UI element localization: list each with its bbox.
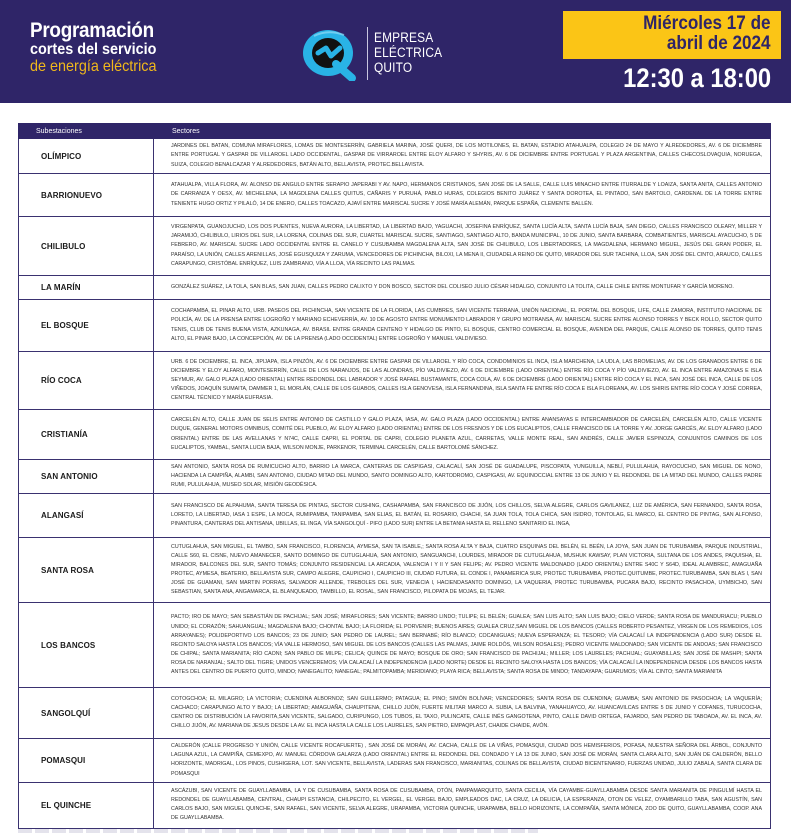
title-subtitle-accent: de energía eléctrica [30,58,157,75]
date-line: Miércoles 17 de [643,13,771,34]
company-name-line: QUITO [374,60,413,75]
affected-sectors: ATAHUALPA, VILLA FLORA, AV. ALONSO DE ANGULO ENTRE SERAPIO JAPERABI Y AV. NAPO, HERMANOS CRISTIANOS, SAN JOSÉ DE LA SALLE, CALLE LUIS MINACHO ENTRE ITURRALDE Y LOAIZA, SANTA ANITA, CALLES ANTONIO DE CARRANZA Y OESX, AV. MICHELENA, LA MAGDLENA CALLES QUITUS, CAÑARIS Y PURUHÁ, PABLO HURAS, COLEGIOS BENITO JUÁREZ Y SANTA DOROTEA, EL PINTADO, SAN BARTOLO, CARDENAL DE LA TORRE ENTRE TENIENTE HUGO ORTIZ Y PILALÓ, 14 DE ENERO, CALLES TOACAZO, AJAVÍ ENTRE MARISCAL SUCRE Y JOSÉ MARÍA ALEMÁN, PARQUE ESPAÑA, CLEMENTE BALLÉN. [154,174,771,217]
substation-name: OLÍMPICO [19,139,154,174]
affected-sectors: CALDERÓN (CALLE PROGRESO Y UNIÓN, CALLE VICENTE ROCAFUERTE) , SAN JOSÉ DE MORÁN, AV. CACHA, CALLE DE LA VIÑAS, POMASQUI, CIUDAD DOS HEMISFERIOS, POFASA, NUESTRA SEÑORA DEL ÁRBOL, CONJUNTO LAGUNA AZUL, LA CAMPIÑA, CEMEXPO, AV. MANUEL CÓRDOVA GALARZA (LADO ORIENTAL) ENTRE EL REDONDEL DEL CONDADO Y LA 13 DE JUNIO, SAN JOSÉ DE MORÁN, SANTA CLARA ALTO, SAN JUÁN DE CALDERÓN, BELLO HORIZONTE, MADRIGAL, LOS PINOS, CUSHIGERA, LOT. SAN VICENTE, BELLAVISTA, LADERAS SAN FRANCISCO, MARIANITAS, COLINAS DE BELLAVISTA, CIUDAD BICENTENARIO, FUERZAS UNIDAD, JULIO ZABALA, SANTA CLARA DE POMASQUI [154,739,771,782]
affected-sectors: SAN ANTONIO, SANTA ROSA DE RUMICUCHO ALTO, BARRIO LA MARCA, CANTERAS DE CASPIGASI, CALACALÍ, SAN JOSÉ DE GUADALUPE, PISCOPATA, YUNGUILLA, NEBLÍ, PULULAHUA, RAYOCUCHO, SAN MIGUEL DE NONO, HACIENDA LA CAMPIÑA, ALAMBI, SAN ANTONIO, CIUDAD MITAD DEL MUNDO, SANTO DOMINGO ALTO, KARTODROMO, CASPIGASI, AV. EQUINOCCIAL ENTRE 13 DE JUNIO Y EL REDONDEL DE LA MITAD DEL MUNDO, CALLES PADRE RUMI, PULULAHUA, MUSEO SOLAR, MISIÓN GEODÉSICA. [154,460,771,494]
table-row [19,300,771,352]
outage-schedule-table [18,123,771,829]
affected-sectors: SAN FRANCISCO DE ALPAHUMA, SANTA TERESA DE PINTAG, SECTOR CUSHING, CASHAPAMBA, SAN FRANCISCO DE JIJÓN, LOS CHILLOS, SELVA ALEGRE, CARLOS GAVILANEZ, LUZ DE AMÉRICA, SAN FERNANDO, SANTA ROSA, LORETO, LA LIBERTAD, IASA 1 ESPE, LA MOCA, RUMIPAMBA, TANIPAMBA, SAN ELIAS, EL BATÁN, EL ROSARIO, CHACHI, SA JUAN TOLA, TOLA CHICA, SAN ISIDRO, TONTOLAG, EL MARCO, EL CENTRO DE PINTAG, SAN ALFONSO, PINANTURA, CANTERAS DEL ANTISANA, UBILLAS, EL INGA, VÍA SANGOLQUÍ - PIFO (LADO SUR) ENTRE LA BETANIA HASTA EL RELLENO SANITARIO EL INGA, [154,494,771,538]
substation-name: SANGOLQUÍ [19,688,154,739]
company-name-line: EMPRESA [374,30,434,45]
table-row [19,460,771,494]
table-row [19,139,771,174]
table-row [19,217,771,276]
substation-name: SAN ANTONIO [19,460,154,494]
affected-sectors: CUTUGLAHUA, SAN MIGUEL, EL TAMBO, SAN FRANCISCO, FLORENCIA, AYMESA, SAN TA ISABLE,; SANTA ROSA ALTA Y BAJA, CUATRO ESQUINAS DEL BELÉN, EL BEÉN, LA JOYA, SAN JUAN DE TURUBAMBA, PARQUE INDUSTRIAL, CALLE S60, EL CISNE, NUEVO AMANECER, SANTO DOMINGO DE CUTUGLAHUA, SAN ANTONIO, SANGUANCHI, LOURDES, MIRADOR DE CUTUGLAHUA, MUSHUK KAWSAY, PLAN VICTORIA, SULTANA DE LOS ANDES, PAQUISHA, EL MIRADOR, BALCONES DEL SUR, SANTO TOMÁS; CONJUNTO RESIDENCIAL LA ARCADIA, VALENCIA I Y II Y SAN FELIPE; AV. PEDRO VICENTE MALDONADO (LADO ORIENTAL) ENTRE S40C Y S64D, IDEAL ALAMBREC, AMAGUAÑA PROTEC, AYMESA, BEATERIO, BELLAVISTA SUR, CAMPO ALEGRE, CAUPICHO I, CAUPICHO III, CIUDAD FUTURA, EL CONDE I, PANAMERICA SUR, PROTEC TURUBAMBA, PROTEC.QUITUMBE, PROTEC.TURUBAMBA, SAN BLAS I, SAN JOSÉ DE GUAMANI, SAN MARTIN PORRAS, SALVADOR ALLENDE, TREBOLES DEL SUR, VENECIA I, HACIENDASANTO DOMINGO, LA VAQUERIA, PROTEC TURUBAMBA, PUCARA BAJO, RECINTO PASACHOA, UYMBICHO, SAN SEBASTIAN, SANTA ANA, ANGAMARCA, EL BLANQUEADO, TAMBILLO, EL ROSAL, SAN FRANCISCO, PILOPATA DE MOJAS, EL TEJAR. [154,538,771,603]
affected-sectors: VIRGENPATA, GUANOJUCHO, LOS DOS PUENTES, NUEVA AURORA, LA LIBERTAD, LA LIBERTAD BAJO, YAGUACHI, JOSEFINA ENRÍQUEZ, SANTA LUCÍA ALTA, SANTA LUCÍA BAJA, SAN DIEGO, CALLES FRANCISCO OLEARY, MILLER Y JARAMIJÓ, CHILIBULO, LIRIOS DEL SUR, LA LORENA, COLINAS DEL SUR, CUARTEL MARISCAL SUCRE, SANTIAGO, SANTIAGO ALTO, BANDA MUNICIPAL, 10 DE JUNIO, SANTA BARBARA, COMBATIENTES, MARISCAL AYACUCHO, 5 DE FEBRERO, AV. MARISCAL SUCRE LADO OCCIDENTAL ENTRE EL CANELO Y CUSUBAMBA MAGDALENA ALTA, SAN JOSÉ DE CHILIBULO, LOS LIBERTADORES, LA MAGDALENA, HERMANO MIGUEL, JESÚS DEL GRAN PODER, EL PARAÍSO, LA UNIÓN, CALLES ARENILLAS, JOSÉ EGUSQUIZA Y ZARUMA, VENCEDORES DE PICHINCHA, BILOXI, LA MENA II, CIUDADELA REINO DE QUITO, MIRADOR DEL SUR TACHINA, LLOA, SAN JOSÉ DEL CINTO, ARAUCO, CALLES CARAPUNGO, CRISTÓBAL ENRÍQUEZ, LUIS ZAMBRANO, VÍA A LLOA, VÍA RECINTO LAS PALMAS. [154,217,771,276]
header-banner [0,0,791,103]
substation-name: RÍO COCA [19,352,154,410]
substation-name: LOS BANCOS [19,603,154,688]
company-name-line: ELÉCTRICA [374,45,443,60]
affected-sectors: COTOGCHOA; EL MILAGRO; LA VICTORIA; CUENDINA ALBORNOZ; SAN GUILLERMO; PATAGUA; EL PINO; SIMÓN BOLÍVAR; VENCEDORES; SANTA ROSA DE CUENDINA; GUAMBA; SAN ANTONIO DE PASOCHOA; LA VAQUERÍA; CACHACO; CARAPUNGO ALTO Y BAJO; LA LIBERTAD; AMAGUAÑA, CHAUPITENA, CHILLO JIJÓN, FUERTE MILITAR MARCO A. SUBIA, LA BALVINA, YANAHUAYCO, AV. HUANCAVILCAS ENTRE 5 DE JUNIO Y COFANES, TURUCOCHA, CENTRO DE DISTRIBUCIÓN LA FAVORITA,SAN VICENTE, SALGADO, CURIPUNGO, LOS TUBOS, EL TAXO, PULINCATE, CALLE INÉS GANGOTENA, PINTO, CALLE DAVID ORTEGA, FAJARDO, SAN PEDRO DE TABOADA, AV. EL INCA, AV. CHILLO JIJÓN, AV. MARIANA DE JESUS DESDE LA AV. EL INCA HASTA LA CALLE LOS LAURELES, SAN PIETRO, EMPAQPLAST, CHAIDE CHAIDE, AVÓN. [154,688,771,739]
company-name [374,30,442,75]
substation-name: BARRIONUEVO [19,174,154,217]
table-row [19,538,771,603]
table-row [19,494,771,538]
substation-name: CHILIBULO [19,217,154,276]
substation-name: CRISTIANÍA [19,410,154,460]
substation-name: ALANGASÍ [19,494,154,538]
table-row [19,688,771,739]
substation-name: POMASQUI [19,739,154,782]
table-header-row [19,124,771,139]
table-row [19,276,771,300]
table-row [19,352,771,410]
column-header-sectors: Sectores [154,124,771,139]
affected-sectors: PACTO; IRO DE MAYO; SAN SEBASTIÁN DE PACHIJAL; SAN JOSÉ; MIRAFLORES; SAN VICENTE; BARRIO LINDO; TULIPE; EL BELÉN; GUALEA; SAN LUIS ALTO; SAN LUIS BAJO; CIELO VERDE; SANTA ROSA DE MANDURIACU; PUEBLO UNIDO; EL CORAZÓN; SAHUANGUAL; MAGDALENA BAJO; CHONTAL BAJO; LA FLORIDA; EL PORVENIR; BUENOS AIRES; GUALEA CRUZ,SAN MIGUEL DE LOS BANCOS (CALLES ROBERTO PESANTEZ, VIRGEN DE LOS REMEDIOS, LOS ARRAYANES); POLIDEPORTIVO LOS BANCOS; 23 DE JUNIO; SAN PEDRO DE LAUREL; SAN BERNABÉ; RÍO BLANCO; COCANIGUAS; NUEVA ESPERANZA; EL TESORO; VÍA CALACALÍ LA INDEPENDENCIA (LADO SUR) DESDE EL RECINTO SALOYA HASTA LOS BANCOS; VÍA VALLE HERMOSO, SAN MIGUEL DE LOS BANCOS (CALLES LAS PALMAS, JAIME ROLDÓS, WILSON ROSALES); PEDRO VICENTE MALDONADO; SAN VICENTE DE ANDOAS; SAN FRANCISCO DE CHIPAL; SANTA MARIANITA; RÍO CAONI; SAN PABLO DE MILPE; CELICA; QUINCE DE MAYO; BOSQUE DE ORO; SAN FRANCISCO DE PACHIJAL; MILLER; LOS LAURELES; PACHIJAL; GUAYABILLAS; SAN JOSÉ DE MASHPI; SANTA ROSA DE NARANJAL; SALTO DEL TIGRE; UNIDOS VENCEREMOS; VÍA CALACALÍ LA INDEPENDENCIA (LADO NORTE) DESDE EL RECINTO SALOYA HASTA LOS BANCOS; VÍA CALACALÍ LA INDEPENDENCIA DESDE LOS BANCOS HASTA ANTES DEL CENTRO DE PUERTO QUITO, MINDO; NANEGALITO; NANEGAL; PALMITOPAMBA; MERIDIANO; PLAYA RICA; BELLAVISTA; SANTA ROSA DE MINDO; TANDAYAPA; GUARUMOS; VÍA AL CINTO; SANTA MARIANITA [154,603,771,688]
table-row [19,174,771,217]
table-row [19,410,771,460]
table-row [19,782,771,828]
logo-divider [367,27,368,80]
substation-name: LA MARÍN [19,276,154,300]
substation-name: SANTA ROSA [19,538,154,603]
title-subtitle: cortes del servicio [30,41,157,58]
eeq-q-logo-icon [300,26,360,81]
date-badge [563,11,781,59]
outage-date [644,14,771,54]
title-main: Programación [30,19,154,42]
table-row [19,603,771,688]
affected-sectors: GONZÁLEZ SUÁREZ, LA TOLA, SAN BLAS, SAN JUAN, CALLES PEDRO CALIXTO Y DON BOSCO, SECTOR DEL COLISEO JULIO CÉSAR HIDALGO, CONJUNTO LA TOLITA, CALLE CHILE ENTRE MONTUFAR Y GARCÍA MORENO. [154,276,771,300]
substation-name: EL QUINCHE [19,782,154,828]
column-header-substations: Subestaciones [19,124,154,139]
affected-sectors: COCHAPAMBA, EL PINAR ALTO, URB. PASEOS DEL PICHINCHA, SAN VICENTE DE LA FLORIDA, LAS CUMBRES, SAN VICENTE TERRANA, UNIÓN NACIONAL, EL PORTAL DEL BOSQUE, LIFE, CALLE ZAMORA, INSTITUTO NACIONAL DE POLICÍA, AV. DE LA PRENSA ENTRE LOGROÑO Y MARIANO ECHEVERRÍA, AV. 10 DE AGOSTO ENTRE MONUMENTO LABRADOR Y GRUPO MOTRANSA, AV. MARISCAL SUCRE ENTRE ALONSO TORRES Y BECK ROLLO, SECTOR QUITO TENIS, CLUB DE TENIS BUENA VISTA, AZKUNAGA, AV. BRASIL ENTRE GRANDA CENTENO Y HIDALGO DE PINTO, EL BOSQUE, CENTRO COMERCIAL EL BOSQUE, AVENIDA DEL PARQUE, CALLE ALONSO DE TORRES, QUITO TENIS ALTO, EL PINAR BAJO, LA CONCEPCIÓN, AV. DE LA PRENSA (LADO OCCIDENTAL) ENTRE LOGROÑO Y MANUEL VALDIVIESO. [154,300,771,352]
affected-sectors: JARDINES DEL BATAN, COMUNA MIRAFLORES, LOMAS DE MONTESERRÍN, GABRIELA MARINA, JOSÉ QUERI, DE LOS MOTILONES, EL BATAN, ESTADIO ATAHUALPA, COLEGIO 24 DE MAYO Y ALREDEDORES, AV. 6 DE DICIEMBRE ENTRE PORTUGAL Y GASPAR DE VILLAROEL LADO OCCIDENTAL, GASPAR DE VIRRAROEL ENTRE ELOY ALFARO Y SHYRIS, AV. 6 DE DICIEMBRE ENTRE PORTUGAL Y PLAZA ARGENTINA, CALLES CHECOSLOVAQUIA, NORUEGA, SUIZA, COLEGIO BENALCAZAR Y ALREDEDORES, BATÁN ALTO, BELLAVISTA, PROTEC.BELLAVISTA. [154,139,771,174]
affected-sectors: CARCELÉN ALTO, CALLE JUAN DE SELIS ENTRE ANTONIO DE CASTILLO Y GALO PLAZA, IASA, AV. GALO PLAZA (LADO OCCIDENTAL) ENTRE ANANSAYAS E INTERCAMBIADOR DE CARCELÉN, CARCELÉN ALTO, CALLE VICENTE DUQUE, GENERAL MOTORS OMNIBUS, COMITÉ DEL PUEBLO, AV. ELOY ALFARO (LADO ORIENTAL) ENTRE DE LOS FRESNOS Y DE LOS EUCALIPTOS, CALLE FRANCISCO DE LA TORRE Y AV. JORGE GARCÉS, AV. ELOY ALFARO (LADO ORIENTAL) ENTRE DE LAS AVELLANAS Y N74C, CALLE CAPRI, EL PORTAL DE CAPRI, COLEGIO PLANETA AZUL, CARRETAS, VALLE MONTE REAL, SAN ANDRÉS, CALLE JAVIER ESPINOZA, CONJUNTOS CAMINOS DE LOS EUCALIPTOS, YAMBAL, SANTA LUCIA BAJA, WILSON MONJE, PARKENOR, TERMINAL CARCELÉN, CALLE BARTOLOMÉ SÁNCHEZ. [154,410,771,460]
affected-sectors: URB. 6 DE DICIEMBRE, EL INCA, JIPIJAPA, ISLA PINZÓN, AV. 6 DE DICIEMBRE ENTRE GASPAR DE VILLAROEL Y RÍO COCA, CONDOMINIOS EL INCA, ISLA MARCHENA, LA UDLA, LAS BROMELIAS, AV. DE LOS GRANADOS ENTRE 6 DE DICIEMBRE Y ELOY ALFARO, MONTESERRÍN, CALLE DE LOS NARANJOS, DE LAS ALONDRAS, PÍO VALDIVIEZO, AV. 6 DE DICIEMBRE (LADO ORIENTAL) ENTRE RÍO COCA Y PÍO VALDIVIEZO, AV. EL INCA ENTRE AMAZONAS E ISLA SEYMUR, AV. GALO PLAZA (LADO ORIENTAL) ENTRE REDONDEL DEL LABRADOR Y JOSÉ RAFAEL BUSTAMANTE, COCA COLA, AV. 6 DE DICIEMBRE (LADO ORIENTAL) ENTRE RÍO COCA Y EL INCA, SAN JOSÉ DEL INCA, CALLE DE LOS VIÑEDOS, JOAQUÍN SUMAITA, DAMMER 1, EL MORLÁN, CALLE DE LOS GUABOS, CALLES ISLA GENOVESA, ISLA FERNANDINA, ISLA SANTA FE ENTRE RÍO COCA E ISLA FLOREANA, AV. LOS SHIRIS ENTRE RÍO COCA Y JOSÉ CORREA, CENTRAL TÉCNICO Y MARÍA EUFRASIA. [154,352,771,410]
table-row [19,739,771,782]
date-line: abril de 2024 [667,33,771,54]
substation-name: EL BOSQUE [19,300,154,352]
footer-note-truncated [18,829,538,833]
affected-sectors: ASCÁZUBI, SAN VICENTE DE GUAYLLABAMBA, LA Y DE CUSUBAMBA, SANTA ROSA DE CUSUBAMBA, OTÓN, PAMPAMARQUITO, SANTA CECILIA, VÍA CAYAMBE-GUAYLLABAMBA DESDE SANTA MARIANITA DE PINGULMÍ HASTA EL REDONDEL DE GUAYLLABAMBA, CENTRAL, CHAUPI ESTANCIA, CHILPECITO, EL VERGEL, EL VERGEL BAJO, EMPLEADOS DAC, LA CRUZ, LA DELICIA, LA ESPERANZA, OTON DE VELEZ, OYAMBARILLO TABA, SAN AGUSTÍN, SAN CARLOS BAJO, SAN MIGUEL QUINCHE, SAN RAFAEL, SAN VICENTE, SELVA ALEGRE, URAPAMBA, VICTORIA QUINCHE, URAPAMBA, BELLO HORIZONTE, LA COMPAÑÍA, SANTA MÓNICA, ZOO DE QUITO, GUAYLLABAMBA, COOP. ANA DE GUAYLLABAMBA. [154,782,771,828]
outage-time-range: 12:30 a 18:00 [623,63,771,93]
page-title [30,20,171,75]
